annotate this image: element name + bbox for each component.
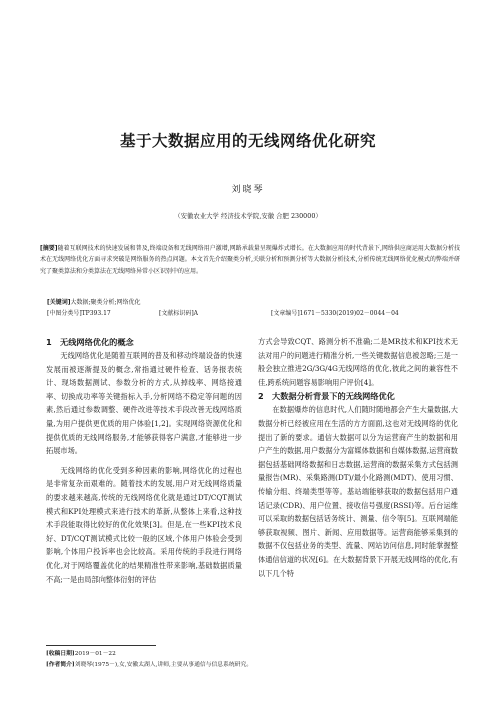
left-column bbox=[46, 335, 242, 586]
author-name: 刘晓琴 bbox=[231, 185, 265, 195]
article-number: [文章编号]1671－5330(2019)02－0044－04 bbox=[271, 310, 399, 317]
keywords bbox=[47, 297, 467, 308]
section-1-paragraph-1: 无线网络优化是随着互联网的普及和移动终端设备的快速发展而被逐渐提及的概念,常指通过硬件检查、话务报表统计、现场数据测试、参数分析的方式,从掉线率、网络接通率、切换成功率等关键指标入手,分析网络不稳定等问题的因素,然后通过参数调整、硬件改进等技术手段改善无线网络质量,为用户提供更优质的用户体验[1,2]。实现网络资源优化和提供优质的无线网络服务,才能够获得客户满意,才能够进一步拓展市场。 bbox=[46, 351, 242, 456]
received-label: [收稿日期] bbox=[46, 651, 75, 657]
abstract-text: 随着互联网技术的快速发展和普及,终端设备和无线网络用户激增,网路承载量呈现爆炸式增长。在大数据应用的时代背景下,网络供应商运用大数据分析技术在无线网络优化方面寻求突破是网络服务的热点问题。本文首先介绍聚类分析,关联分析和预测分析等大数据分析技术,分析传统无线网络优化模式的弊端并研究了聚类算法和分类算法在无线网络异常小区识别中的应用。 bbox=[40, 245, 460, 275]
section-2-title: 大数据分析背景下的无线网络优化 bbox=[272, 391, 395, 402]
classification-row bbox=[47, 308, 467, 319]
section-1-paragraph-2: 无线网络的优化受到多种因素的影响,网络优化的过程也是非常复杂而艰难的。随着技术的发展,用户对无线网络质量的要求越来越高,传统的无线网络优化就是通过DT/CQT测试模式和KPI处理模式来进行技术的革新,从整体上来看,这种技术手段能取得比较好的优化效果[3]。但是,在一些KPI技术良好、DT/CQT测试模式比较一般的区域,个体用户体验会受到影响,个体用户投诉率也会比较高。采用传统的手段进行网络优化,对于网络覆盖优化的结果精准性带来影响,基础数据质量不高;一是由局部向整体衍射的评估 bbox=[46, 465, 242, 584]
received-date bbox=[46, 649, 466, 660]
section-1-number: 1 bbox=[46, 337, 52, 347]
section-1-heading bbox=[46, 335, 242, 349]
right-column bbox=[258, 335, 458, 580]
author-bio-label: [作者简介] bbox=[46, 662, 75, 668]
paper-title: 基于大数据应用的无线网络优化研究 bbox=[119, 132, 376, 150]
keywords-text: 大数据;聚类分析;网络优化 bbox=[70, 299, 141, 306]
footnotes bbox=[46, 649, 466, 671]
section-2-paragraph-1: 在数据爆炸的信息时代,人们随时随地都会产生大量数据,大数据分析已经被应用在生活的方方面面,这也对无线网络的优化提出了新的要求。通信大数据可以分为运营商产生的数据和用户产生的数据,用户数据分为富媒体数据和自媒体数据,运营商数据包括基础网络数据和日志数据,运营商的数据采集方式包括测量报告(MR)、采集路测(DT)/最小化路测(MDT)、使用习惯、传输分组、终端类型等等。基站端能够获取的数据包括用户通话记录(CDR)、用户位置、接收信号强度(RSSI)等。后台运维可以采取的数据包括话务统计、测量、信令等[5]。互联网端能够获取视频、图片、新闻、应用数据等。运营商能够采集到的数据不仅包括业务的类型、流量、网站访问信息,同时能掌握整体通信信道的状况[6]。在大数据背景下开展无线网络的优化,有以下几个特 bbox=[258, 405, 458, 578]
author-bio bbox=[46, 660, 466, 671]
clc-number: [中图分类号]TP393.17 bbox=[47, 310, 111, 317]
keywords-label: [关键词] bbox=[47, 299, 71, 306]
received-value: 2019－01－22 bbox=[74, 651, 116, 657]
author-affiliation: （安徽农业大学 经济技术学院,安徽 合肥 230000） bbox=[174, 212, 322, 220]
author-bio-text: 刘晓琴(1975－),女,安徽太湖人,讲师,主要从事通信与信息系统研究。 bbox=[74, 662, 253, 668]
abstract-label: [摘要] bbox=[40, 245, 58, 252]
section-2-heading bbox=[258, 389, 458, 403]
section-1-title: 无线网络优化的概念 bbox=[60, 337, 134, 347]
abstract bbox=[40, 243, 460, 277]
section-1-paragraph-2-continued: 方式会导致CQT、路测分析不准确;二是MR技术和KPI技术无法对用户的问题进行精准分析,一些关键数据信息被忽略;三是一般会独立推进2G/3G/4G无线网络的优化,彼此之间的兼容性不佳,跨系统问题容易影响用户评价[4]。 bbox=[258, 337, 458, 387]
section-2-number: 2 bbox=[258, 391, 264, 402]
footnote-divider bbox=[46, 645, 156, 646]
document-code: [文献标识码]A bbox=[159, 310, 199, 317]
